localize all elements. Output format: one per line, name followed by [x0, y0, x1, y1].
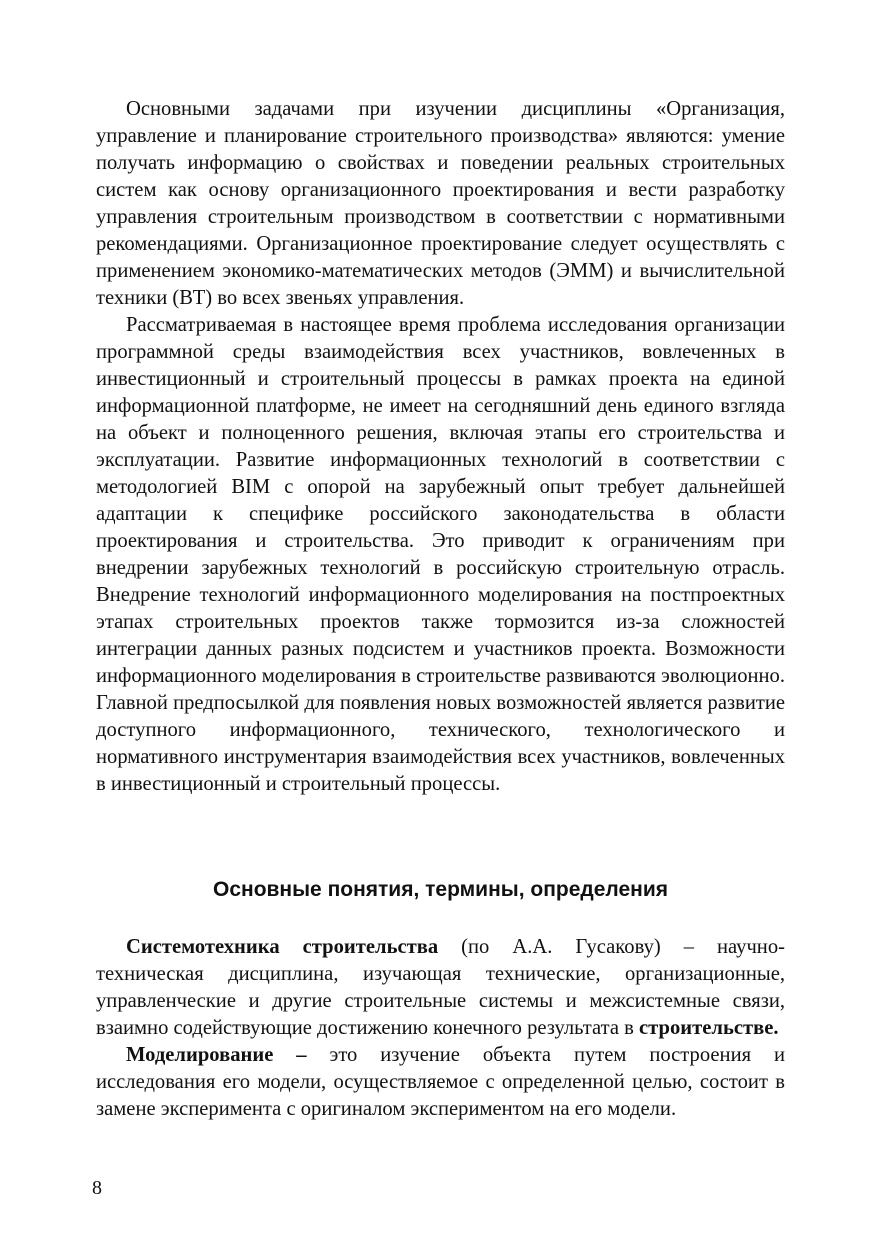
- definition-modeling: [96, 1042, 785, 1123]
- definition-text: это изучение объекта путем построения и исследования его модели, осуществляемое с определенной целью, состоит в замене эксперимента с оригиналом экспериментом на его модели.: [96, 1044, 785, 1120]
- paragraph-tasks: Основными задачами при изучении дисциплины «Организация, управление и планирование строительного производства» являются: умение получать информацию о свойствах и поведении реальных строительных систем как основу организационного проектирования и вести разработку управления строительным производством в соответствии с нормативными рекомендациями. Организационное проектирование следует осуществлять с применением экономико-математических методов (ЭММ) и вычислительной техники (ВТ) во всех звеньях управления.: [96, 98, 785, 309]
- definition-term: Системотехника строительства: [126, 936, 439, 958]
- definition-tail: строительстве.: [639, 1017, 779, 1039]
- section-heading: Основные понятия, термины, определения: [213, 878, 668, 901]
- paragraph-bim-problem: Рассматриваемая в настоящее время проблема исследования организации программной среды взаимодействия всех участников, вовлеченных в инвестиционный и строительный процессы в рамках проекта на единой информационной платформе, не имеет на сегодняшний день единого взгляда на объект и полноценного решения, включая этапы его строительства и эксплуатации. Развитие информационных технологий в соответствии с методологией BIM с опорой на зарубежный опыт требует дальнейшей адаптации к специфике российского законодательства в области проектирования и строительства. Это приводит к ограничениям при внедрении зарубежных технологий в российскую строительную отрасль. Внедрение технологий информационного моделирования на постпроектных этапах строительных проектов также тормозится из-за сложностей интеграции данных разных подсистем и участников проекта. Возможности информационного моделирования в строительстве развиваются эволюционно. Главной предпосылкой для появления новых возможностей является развитие доступного информационного, технического, технологического и нормативного инструментария взаимодействия всех участников, вовлеченных в инвестиционный и строительный процессы.: [96, 314, 785, 795]
- definitions: [96, 934, 785, 1123]
- intro-text: [96, 96, 785, 798]
- page-number: 8: [92, 1177, 102, 1199]
- definition-text: (по А.А. Гусакову) – научно-техническая дисциплина, изучающая технические, организационные, управленческие и другие строительные системы и межсистемные связи, взаимно содействующие достижению конечного результата в: [96, 936, 785, 1039]
- definition-term: Моделирование –: [126, 1044, 307, 1066]
- definition-systems-engineering: [96, 934, 785, 1042]
